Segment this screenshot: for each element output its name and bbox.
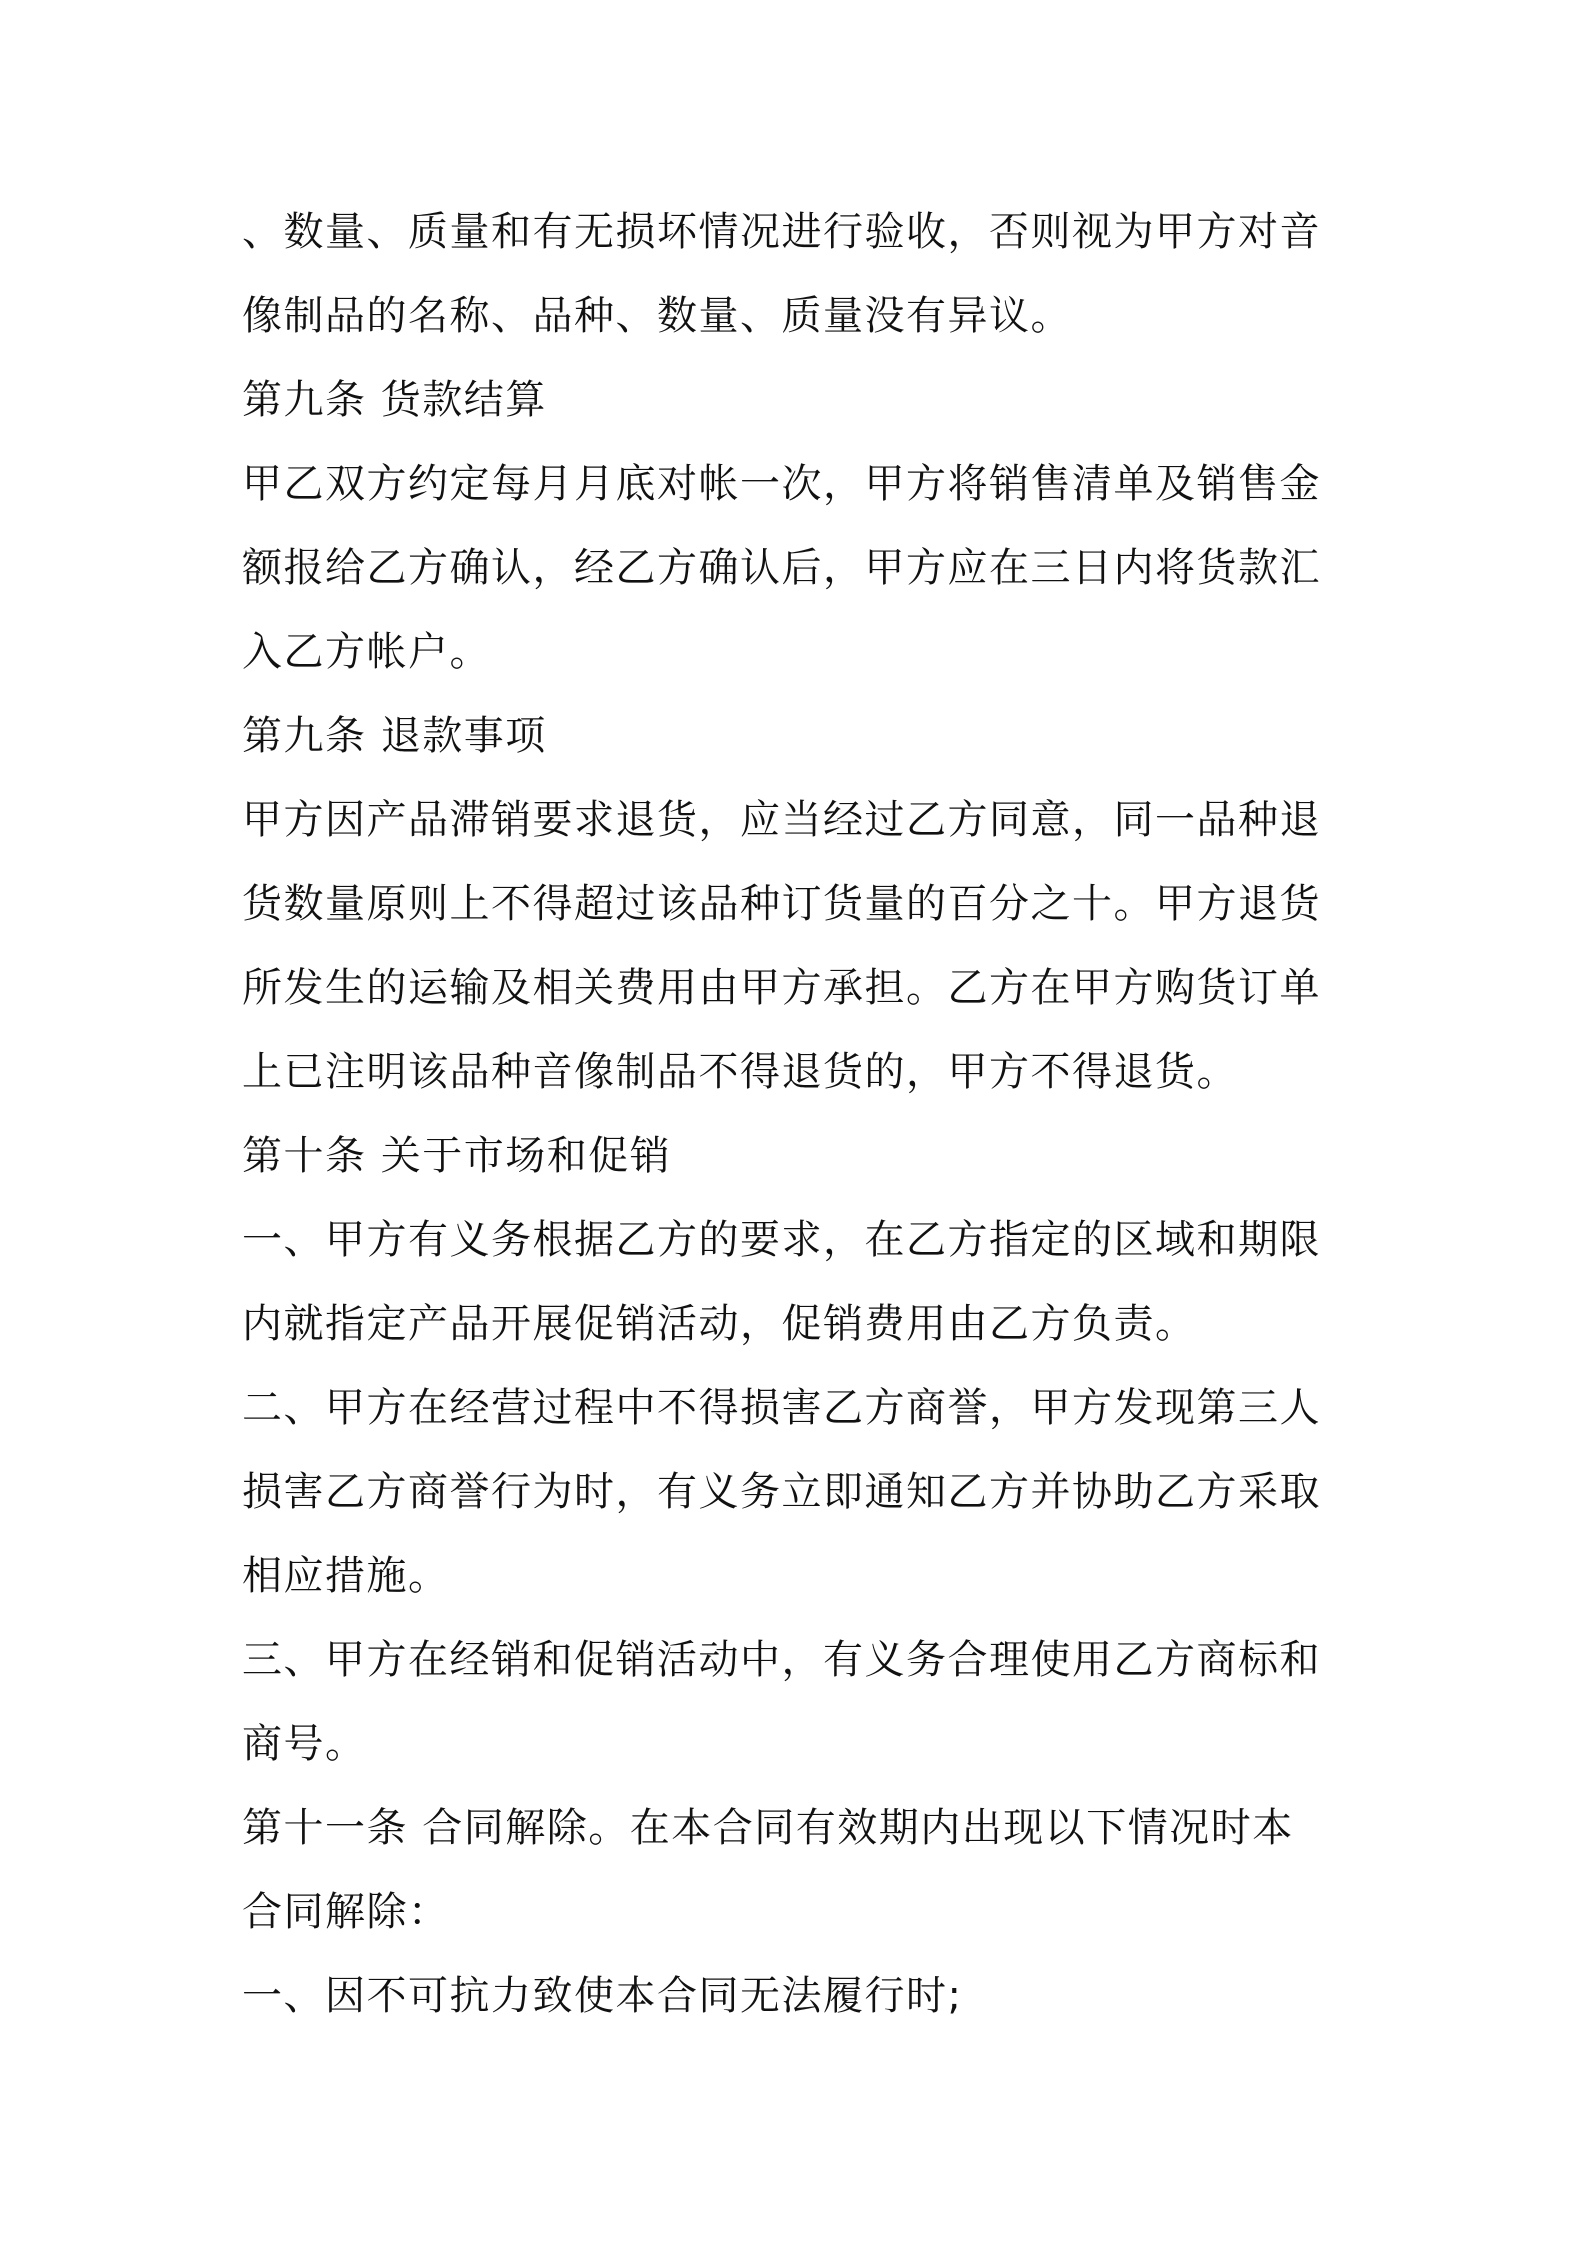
text-line: 甲方因产品滞销要求退货，应当经过乙方同意，同一品种退 — [242, 797, 1321, 843]
article-heading: 第九条 货款结算 — [242, 377, 547, 423]
text-line: 额报给乙方确认，经乙方确认后，甲方应在三日内将货款汇 — [242, 545, 1321, 591]
article-heading: 第十条 关于市场和促销 — [242, 1133, 672, 1179]
text-line: 一、因不可抗力致使本合同无法履行时; — [242, 1973, 963, 2019]
text-line: 像制品的名称、品种、数量、质量没有异议。 — [242, 293, 1072, 339]
text-line: 二、甲方在经营过程中不得损害乙方商誉，甲方发现第三人 — [242, 1385, 1321, 1431]
article-heading: 第九条 退款事项 — [242, 713, 547, 759]
text-line: 甲乙双方约定每月月底对帐一次，甲方将销售清单及销售金 — [242, 461, 1321, 507]
text-line: 、数量、质量和有无损坏情况进行验收，否则视为甲方对音 — [242, 209, 1321, 255]
text-line: 上已注明该品种音像制品不得退货的，甲方不得退货。 — [242, 1049, 1238, 1095]
text-line: 商号。 — [242, 1721, 367, 1767]
text-line: 相应措施。 — [242, 1553, 450, 1599]
text-line: 一、甲方有义务根据乙方的要求，在乙方指定的区域和期限 — [242, 1217, 1321, 1263]
text-line: 合同解除： — [242, 1889, 450, 1935]
text-line: 损害乙方商誉行为时，有义务立即通知乙方并协助乙方采取 — [242, 1469, 1321, 1515]
article-heading: 第十一条 合同解除。在本合同有效期内出现以下情况时本 — [242, 1805, 1294, 1851]
text-line: 所发生的运输及相关费用由甲方承担。乙方在甲方购货订单 — [242, 965, 1321, 1011]
document-body — [242, 190, 1362, 2038]
text-line: 三、甲方在经销和促销活动中，有义务合理使用乙方商标和 — [242, 1637, 1321, 1683]
text-line: 入乙方帐户。 — [242, 629, 491, 675]
text-line: 货数量原则上不得超过该品种订货量的百分之十。甲方退货 — [242, 881, 1321, 927]
text-line: 内就指定产品开展促销活动，促销费用由乙方负责。 — [242, 1301, 1197, 1347]
